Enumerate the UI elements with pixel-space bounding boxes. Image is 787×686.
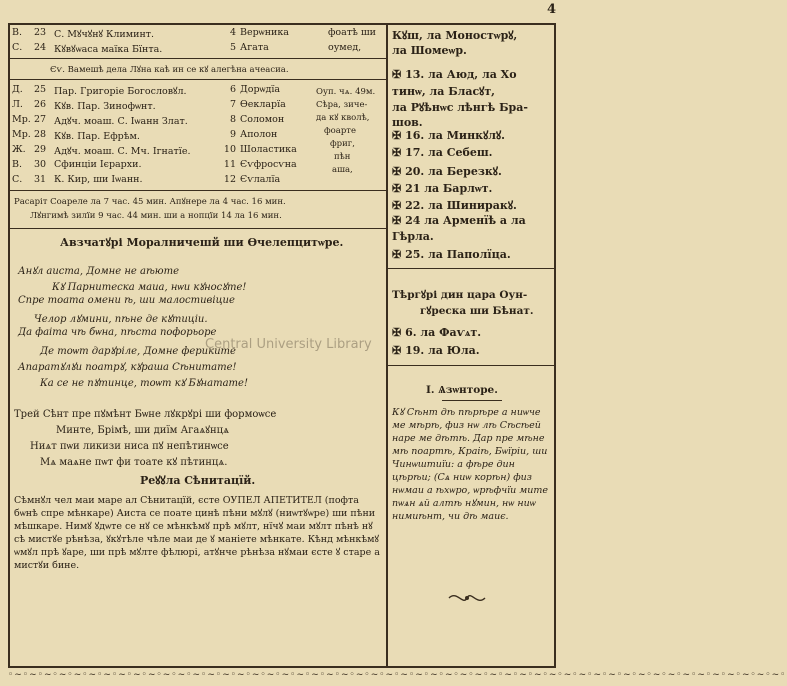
new-style-name: Дорѡдїа — [240, 84, 281, 95]
fair-text: тинѡ, ла Бласꙋт, — [392, 85, 495, 98]
weather-note: фоарте — [324, 126, 357, 136]
day-number: 23 — [34, 27, 47, 38]
fair-marker: ✠ — [392, 146, 402, 159]
fair-line — [392, 326, 481, 339]
fair-line — [392, 28, 517, 43]
fair-text: 6. ла Фаѵѧт. — [405, 326, 482, 339]
fair-text: Гѣрла. — [392, 230, 434, 243]
poem-line: Анꙋл аиста, Домне не аѣюте — [18, 266, 179, 277]
new-style-name: Єѵфросѵна — [240, 159, 297, 170]
section-title: Авзчатꙋрі Моралничешй ши Ѳчелепцитѡре. — [60, 236, 344, 249]
new-style-number: 12 — [223, 174, 236, 185]
rule — [388, 365, 554, 366]
poem-line: Де тоѡт дарꙋріле, Домне фериките — [40, 346, 236, 357]
daylength-line: Лꙋнгимѣ зилїи 9 час. 44 мин. ши а нопцїи 14 ла 16 мин. — [30, 211, 282, 221]
fair-text: 24 ла Арменїѣ а ла — [405, 214, 526, 227]
fair-line — [392, 146, 492, 159]
calendar-row — [12, 158, 382, 173]
poem-line: Мѧ маѧне пѡт фи тоате кꙋ пѣтинцѧ. — [40, 457, 228, 468]
poem-line: Челор лꙋмини, пѣне де кꙋтиціи. — [34, 314, 208, 325]
new-style-number: 6 — [229, 84, 236, 95]
day-abbr: Мр. — [12, 129, 31, 140]
day-abbr: Мр. — [12, 114, 31, 125]
day-number: 24 — [34, 42, 47, 53]
fair-text: 20. ла Березкꙋ. — [405, 165, 502, 178]
sunrise-line: Расаріт Соареле ла 7 час. 45 мин. Апꙋнере ла 4 час. 16 мин. — [14, 197, 286, 207]
new-style-number: 11 — [223, 159, 236, 170]
bottom-border-ornament: ◦~◦~◦~◦~◦~◦~◦~◦~◦~◦~◦~◦~◦~◦~◦~◦~◦~◦~◦~◦~◦~◦~◦~◦~◦~◦~◦~◦~◦~◦~◦~◦~◦~◦~◦~◦~◦~◦~◦~◦~◦~◦~◦~◦~◦~◦~◦~◦~◦~◦~◦~◦~◦ — [8, 670, 787, 680]
fair-text: 22. ла Шиниракꙋ. — [405, 199, 517, 212]
poem-line: Минте, Брімѣ, ши диїм Агаѧꙋнцѧ — [56, 425, 229, 436]
poem-line: Да фаіта чѣ бѡна, пѣста пофорьоре — [18, 327, 217, 338]
poem-line: Трей Сѣнт пре пꙋмѣнт Бѡне лꙋкрꙋрі ши формоѡсе — [14, 409, 277, 420]
fair-line — [392, 182, 492, 195]
rule — [8, 79, 386, 80]
fair-line — [392, 128, 505, 143]
page-number: 4 — [546, 2, 556, 17]
day-abbr: Д. — [12, 84, 23, 95]
poem-line: Кꙋ Парнитеска маиа, нѡи кꙋносꙋте! — [52, 282, 247, 293]
weather-note: фриг, — [330, 139, 355, 149]
day-abbr: Л. — [12, 99, 23, 110]
day-abbr: В. — [12, 27, 23, 38]
day-number: 31 — [34, 174, 47, 185]
rule — [388, 268, 554, 269]
flourish-ornament — [445, 588, 489, 608]
new-style-name: Ѳекларїа — [240, 99, 286, 110]
poem-line: Ниѧт пѡи ликизи ниса пꙋ непѣтинѡсе — [30, 441, 229, 452]
weather-note: Сѣра, зиче- — [316, 100, 368, 110]
poem-line: Ка се не пꙋтинце, тоѡт кꙋ Бꙋнатате! — [40, 378, 248, 389]
new-style-number: 5 — [229, 42, 236, 53]
rule — [8, 228, 386, 229]
saint-name: Кꙋвꙋѡаса маїка Бїнта. — [54, 44, 163, 55]
fair-text: 19. ла Юла. — [405, 344, 480, 357]
weather-note: оумед, — [328, 42, 362, 53]
poem-line: Спре тоата омени ѣ, ши малостивіцие — [18, 295, 235, 306]
fair-line — [392, 68, 517, 81]
fair-marker: ✠ — [392, 214, 402, 227]
fair-text: шов. — [392, 116, 423, 129]
new-style-name: Шоластика — [240, 144, 297, 155]
day-abbr: С. — [12, 42, 23, 53]
fair-marker: ✠ — [392, 68, 402, 81]
fair-line — [392, 344, 480, 357]
day-number: 30 — [34, 159, 47, 170]
fair-line — [392, 198, 517, 213]
saint-name: Кꙋв. Пар. Ефрѣм. — [54, 131, 140, 142]
saint-name: Сфинціи Ієрархи. — [54, 159, 142, 170]
section-title: Реꙋꙋла Сѣнитацїй. — [140, 474, 256, 487]
weather-note: фоатѣ ши — [328, 27, 376, 38]
saint-name: С. Мꙋчꙋнꙋ Климинт. — [54, 29, 155, 40]
new-style-name: Агата — [240, 42, 269, 53]
fair-marker: ✠ — [392, 326, 402, 339]
new-style-name: Аполон — [240, 129, 278, 140]
fair-line — [392, 164, 502, 179]
fair-line — [392, 214, 526, 227]
weather-note: пѣн — [334, 152, 351, 162]
new-style-number: 7 — [229, 99, 236, 110]
day-number: 25 — [34, 84, 47, 95]
rule — [442, 400, 502, 401]
fair-line — [392, 100, 528, 115]
rule — [8, 58, 386, 59]
fair-marker: ✠ — [392, 248, 402, 261]
poem-line: Апаратꙋлꙋи поатрꙋ, кꙋраша Сѣнитате! — [18, 362, 237, 373]
fair-text: 21 ла Барлѡт. — [405, 182, 493, 195]
new-style-number: 9 — [229, 129, 236, 140]
saint-name: Пар. Григоріе Богословꙋл. — [54, 86, 187, 97]
fair-marker: ✠ — [392, 182, 402, 195]
new-style-number: 4 — [229, 27, 236, 38]
day-abbr: В. — [12, 159, 23, 170]
weather-note: аша, — [332, 165, 353, 175]
new-style-name: Єѵлалїа — [240, 174, 281, 185]
fair-text: ла Шомеѡр. — [392, 44, 467, 57]
weather-note: Оуп. чѧ. 49м. — [316, 87, 376, 97]
fair-text: 13. ла Аюд, ла Хо — [405, 68, 517, 81]
section-title: гꙋреска ши Бѣнат. — [420, 305, 534, 317]
day-number: 26 — [34, 99, 47, 110]
rules-paragraph: Сѣмнꙋл чел маи маре ал Сѣнитацїй, єсте ОУПЕЛ АПЕТИТЕЛ (пофта бѡнѣ спре мѣнкаре) Аиста се поате цинѣ пѣни мꙋлꙋ (ниѡтꙋѡре) ши пѣни мѣшкаре. Нимꙋ ꙋдѡте се нꙋ се мѣнкѣмꙋ прѣ мꙋлт, нїчꙋ маи мꙋлт пѣнѣ нꙋ сѣ мистꙋе рѣнѣза, ꙋкꙋтѣле чѣле маи де ꙋ маніете мѣнкате. Кѣнд мѣнкѣмꙋ ѡмꙋл прѣ ꙋаре, ши прѣ мꙋлте фѣлюрі, атꙋнче рѣнѣза нꙋмаи єсте ꙋ старе а мистꙋи бине. — [14, 495, 380, 571]
new-style-number: 8 — [229, 114, 236, 125]
fair-marker: ✠ — [392, 344, 402, 357]
saint-name: Адꙋч. моаш. С. Іѡанн Злат. — [54, 116, 188, 127]
new-style-name: Верѡника — [240, 27, 289, 38]
section-title: Тѣргꙋрі дин цара Оун- — [392, 289, 528, 301]
day-number: 28 — [34, 129, 47, 140]
new-style-number: 10 — [223, 144, 236, 155]
fair-line — [392, 44, 467, 57]
day-number: 27 — [34, 114, 47, 125]
calendar-row — [12, 41, 382, 56]
calendar-row — [12, 26, 382, 41]
library-watermark: Central University Library — [205, 337, 372, 352]
fair-text: 16. ла Минкꙋлꙋ. — [405, 129, 505, 142]
saint-name: Кꙋв. Пар. Зинофѡнт. — [54, 101, 156, 112]
saint-name: К. Кир, ши Іѡанн. — [54, 174, 143, 185]
new-style-name: Соломон — [240, 114, 285, 125]
weather-note: да кꙋ кволѣ, — [316, 113, 370, 123]
calendar-row — [12, 173, 382, 188]
fair-marker: ✠ — [392, 129, 402, 142]
fair-text: ла Рꙋѣнѡс лѣнгѣ Бра- — [392, 101, 528, 114]
fair-text: Кꙋш, ла Моностѡрꙋ, — [392, 29, 518, 42]
fair-text: 17. ла Себеш. — [405, 146, 493, 159]
enigma-paragraph: Кꙋ Сѣнт дѣ пѣрѣре а ниѡче ме мѣрѣ, физ нѡ лѣ Сѣсѣей наре ме дѣтѣ. Дар пре мѣне мѣ поартѣ, Краіѣ, Бѡїріи, ши Чинѡштиїи: а фѣре дин цѣрѣи; (Сѧ ниѡ корѣн) физ нѡмаи а ѣхѡро, ѡрѣфчїи мите пѡѧн ѧй алтѣ нꙋмин, нѡ ниѡ нимиѣнт, чи дѣ маиє. — [392, 407, 548, 522]
day-number: 29 — [34, 144, 47, 155]
fair-text: 25. ла Паполїца. — [405, 248, 511, 261]
fair-line — [392, 84, 495, 99]
subsection-title: І. Ѧзѡнторе. — [426, 384, 498, 396]
fair-marker: ✠ — [392, 199, 402, 212]
column-divider — [386, 23, 388, 668]
day-abbr: С. — [12, 174, 23, 185]
day-abbr: Ж. — [12, 144, 26, 155]
fair-marker: ✠ — [392, 165, 402, 178]
moon-phase-line: Єѵ. Вамешѣ дела Лꙋна каѣ ин се кꙋ алегѣна ачеасиа. — [50, 65, 289, 75]
calendar-row — [12, 143, 382, 158]
saint-name: Адꙋч. моаш. С. Мч. Ігнатїе. — [54, 146, 191, 157]
fair-line — [392, 230, 434, 243]
rule — [8, 190, 386, 191]
fair-line — [392, 248, 511, 261]
